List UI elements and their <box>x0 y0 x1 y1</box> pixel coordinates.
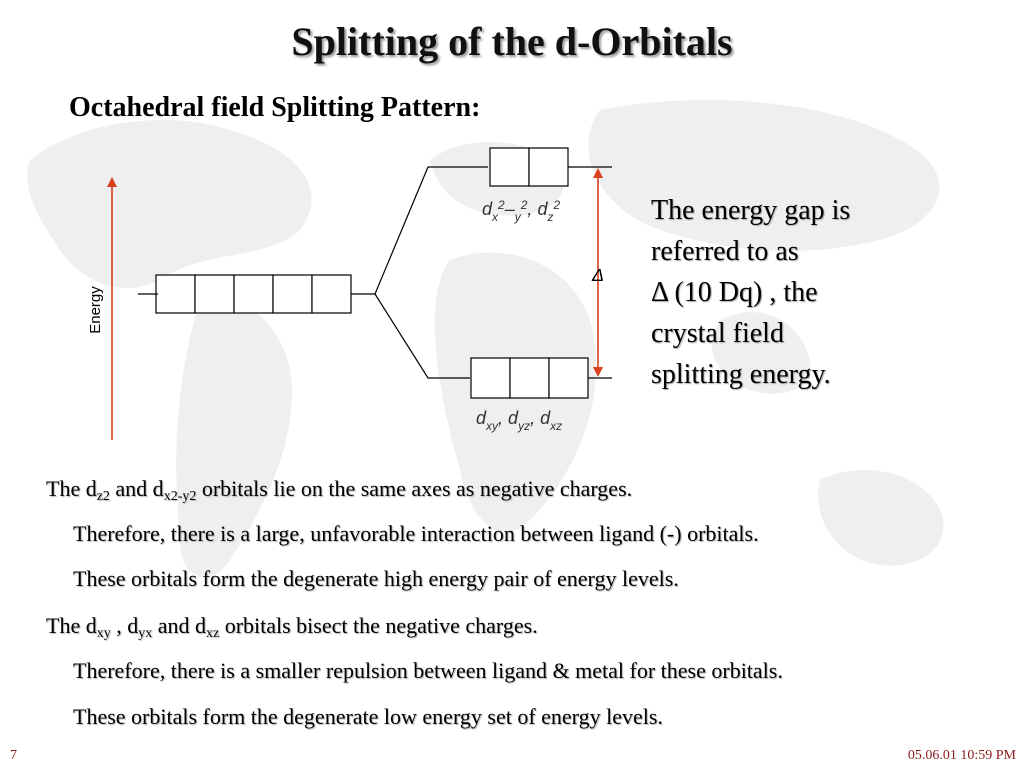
body-line-eg-orbitals: The $d_{z2}$ and $d_{x2-y2}$ orbitals lie on the same axes as negative charges. <box>46 476 633 504</box>
note-line: referred to as <box>651 236 799 267</box>
note-line: splitting energy. <box>651 359 831 390</box>
eg-orbital-label: $d_x^2-_y^2$, $d_z^2$ <box>482 198 561 224</box>
slide-subtitle: Octahedral field Splitting Pattern: <box>69 92 481 123</box>
t2g-orbital-label: $d_{xy}$, $d_{yz}$, $d_{xz}$ <box>476 408 563 433</box>
note-line: The energy gap is <box>651 195 851 226</box>
slide-title: Splitting of the d-Orbitals <box>291 19 733 64</box>
body-line-low-energy-set: These orbitals form the degenerate low energy set of energy levels. <box>73 704 663 729</box>
octahedral-splitting-diagram <box>87 140 620 445</box>
slide-number: 7 <box>10 748 17 763</box>
body-line-high-energy-pair: These orbitals form the degenerate high energy pair of energy levels. <box>73 566 679 591</box>
delta-label: Δ <box>592 265 605 285</box>
slide-timestamp: 05.06.01 10:59 PM <box>907 748 1016 763</box>
eg-orbitals <box>490 148 568 186</box>
split-line-down <box>375 294 470 378</box>
energy-gap-note <box>651 190 951 395</box>
degenerate-d-orbitals <box>156 275 351 313</box>
body-line-t2g-orbitals: The $d_{xy}$ , $d_{yx}$ and $d_{xz}$ orbitals bisect the negative charges. <box>46 613 538 641</box>
body-line-smaller-repulsion: Therefore, there is a smaller repulsion between ligand & metal for these orbitals. <box>73 658 783 683</box>
t2g-orbitals <box>471 358 588 398</box>
note-line: Δ (10 Dq) , the <box>651 277 818 308</box>
energy-axis-label: Energy <box>87 286 104 334</box>
body-line-large-interaction: Therefore, there is a large, unfavorable interaction between ligand (-) orbitals. <box>73 521 759 546</box>
split-line-up <box>375 167 488 294</box>
note-line: crystal field <box>651 318 784 349</box>
